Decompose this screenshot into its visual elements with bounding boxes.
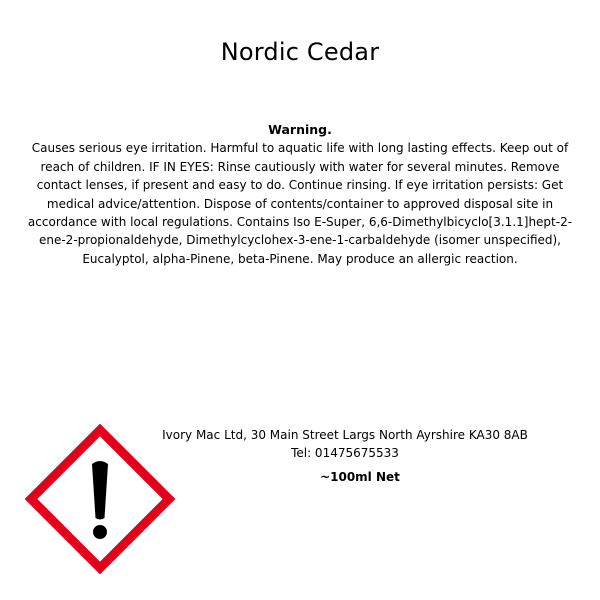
warning-section — [26, 121, 574, 268]
warning-heading: Warning. — [268, 122, 332, 137]
warning-text: Causes serious eye irritation. Harmful to aquatic life with long lasting effects. Keep out of reach of children. IF IN EYES: Rinse cautiously with water for several minutes. Remove contact lenses, if present and easy to do. Continue rinsing. If eye irritation persists: Get medical advice/attention. Dispose of contents/container to approved disposal site in accordance with local regulations. Contains Iso E-Super, 6,6-Dimethylbicyclo[3.1.1]hept-2-ene-2-propionaldehyde, Dimethylcyclohex-3-ene-1-carbaldehyde (isomer unspecified), Eucalyptol, alpha-Pinene, beta-Pinene. May produce an allergic reaction. — [27, 141, 573, 266]
exclamation-dot — [93, 525, 107, 539]
exclamation-mark-hazard-icon — [25, 424, 175, 574]
supplier-phone: Tel: 01475675533 — [291, 446, 399, 460]
product-title: Nordic Cedar — [220, 38, 380, 66]
supplier-info — [160, 426, 530, 462]
supplier-address: Ivory Mac Ltd, 30 Main Street Largs North Ayrshire KA30 8AB — [162, 428, 528, 442]
net-volume: ~100ml Net — [320, 470, 400, 484]
